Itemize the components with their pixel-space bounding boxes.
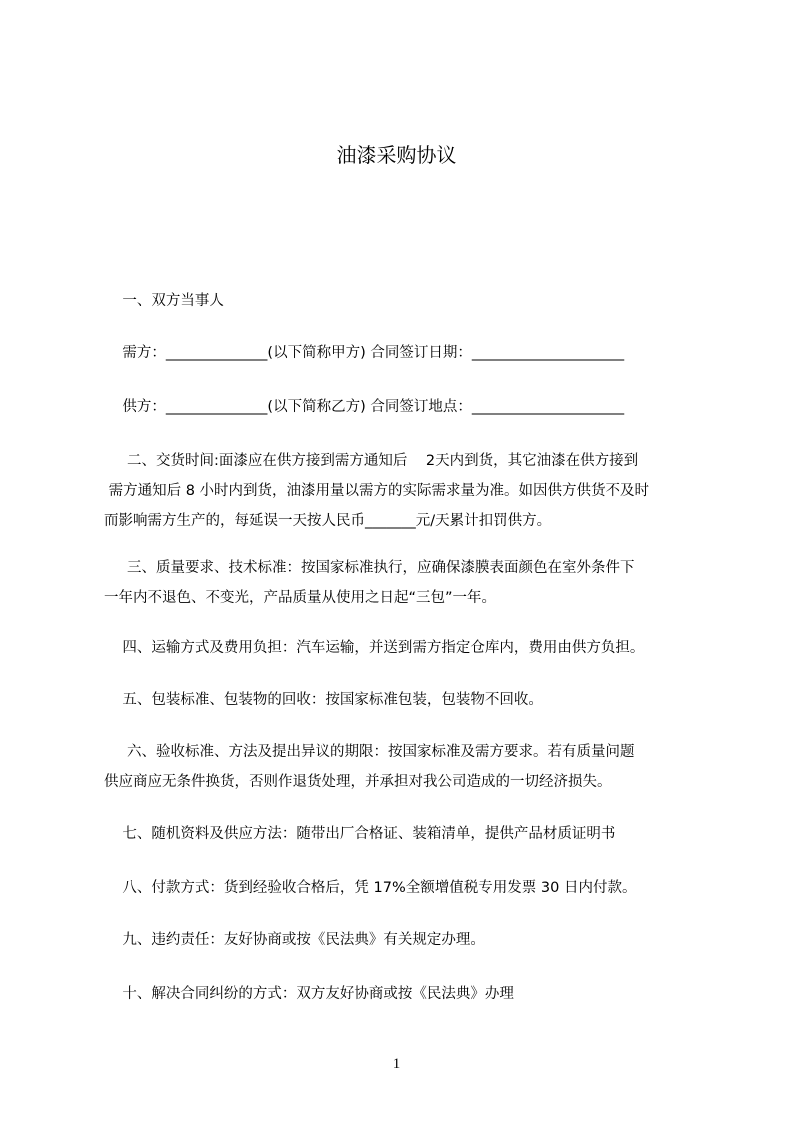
text-line: 四、运输方式及费用负担：汽车运输，并送到需方指定仓库内，费用由供方负担。 xyxy=(104,640,645,656)
paragraph-packaging xyxy=(104,685,744,715)
text-line: 供应商应无条件换货，否则作退货处理，并承担对我公司造成的一切经济损失。 xyxy=(104,774,612,790)
text-line: 七、随机资料及供应方法：随带出厂合格证、装箱清单，提供产品材质证明书 xyxy=(104,826,616,842)
text-line: 需方：______________(以下简称甲方) 合同签订日期：_____________________ xyxy=(104,345,625,361)
text-line: 一年内不退色、不变光，产品质量从使用之日起“三包”一年。 xyxy=(104,590,497,606)
text-line: 五、包装标准、包装物的回收：按国家标准包装，包装物不回收。 xyxy=(104,692,543,708)
paragraph-buyer xyxy=(104,338,744,368)
text-line: 三、质量要求、技术标准：按国家标准执行，应确保漆膜表面颜色在室外条件下 xyxy=(104,560,635,576)
text-line: 九、违约责任：友好协商或按《民法典》有关规定办理。 xyxy=(104,932,485,948)
text-line: 六、验收标准、方法及提出异议的期限：按国家标准及需方要求。若有质量问题 xyxy=(104,744,635,760)
paragraph-parties xyxy=(104,286,744,316)
text-line: 供方：______________(以下简称乙方) 合同签订地点：_____________________ xyxy=(104,399,625,415)
paragraph-liability xyxy=(104,925,744,955)
paragraph-supplier xyxy=(104,392,744,422)
paragraph-disputes xyxy=(104,979,744,1009)
paragraph-documents xyxy=(104,819,744,849)
text-line: 八、付款方式：货到经验收合格后，凭 17%全额增值税专用发票 30 日内付款。 xyxy=(104,880,637,896)
paragraph-quality xyxy=(104,553,744,613)
text-line: 需方通知后 8 小时内到货，油漆用量以需方的实际需求量为准。如因供方供货不及时 xyxy=(104,483,650,499)
text-line: 一、双方当事人 xyxy=(104,293,224,309)
text-line: 十、解决合同纠纷的方式：双方友好协商或按《民法典》办理 xyxy=(104,986,514,1002)
paragraph-acceptance xyxy=(104,737,744,797)
document-title: 油漆采购协议 xyxy=(336,143,457,167)
paragraph-transport xyxy=(104,633,744,663)
text-line: 而影响需方生产的，每延误一天按人民币_______元/天累计扣罚供方。 xyxy=(104,513,552,529)
paragraph-payment xyxy=(104,873,744,903)
paragraph-delivery xyxy=(104,446,744,536)
text-line: 二、交货时间:面漆应在供方接到需方通知后 2天内到货，其它油漆在供方接到 xyxy=(104,453,639,469)
page-number: 1 xyxy=(392,1056,401,1072)
